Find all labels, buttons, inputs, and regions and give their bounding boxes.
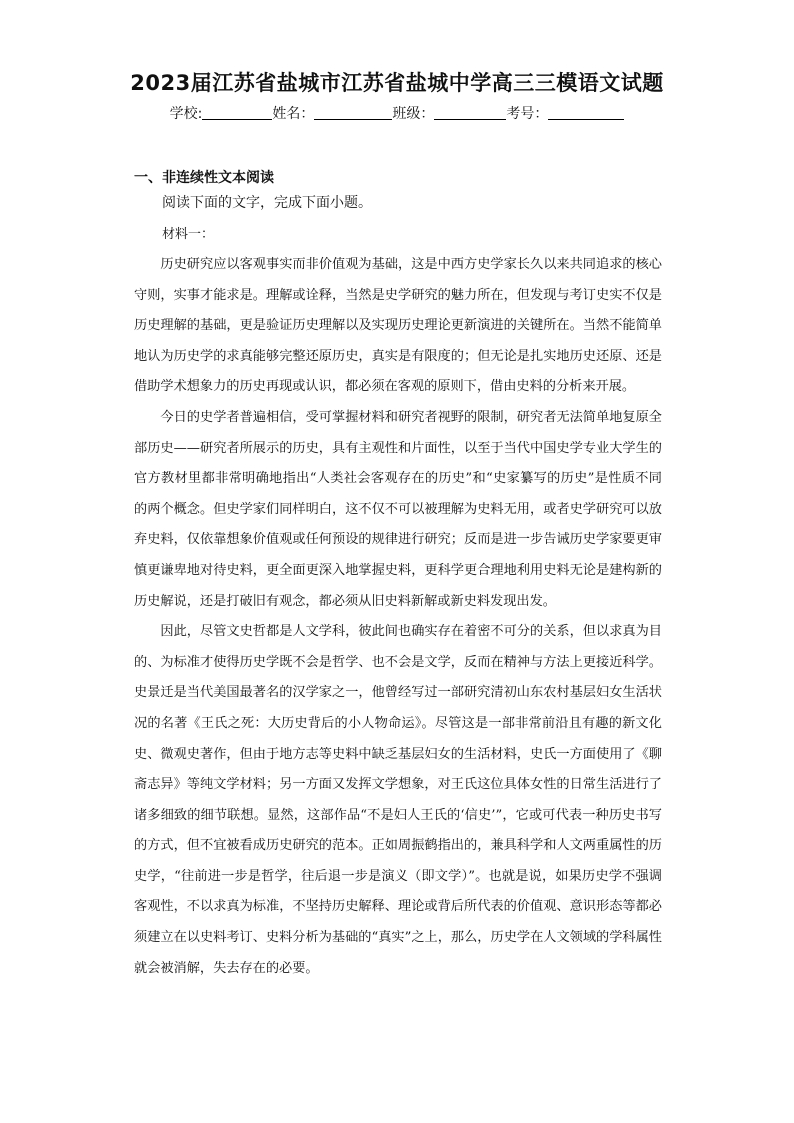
school-label: 学校: <box>169 106 203 122</box>
instruction-text: 阅读下面的文字，完成下面小题。 <box>162 195 372 211</box>
class-blank[interactable] <box>434 105 506 120</box>
section-heading: 一、非连续性文本阅读 <box>134 170 274 186</box>
paragraph-3: 因此，尽管文史哲都是人文学科，彼此间也确实存在着密不可分的关系，但以求真为目的、为标准才使得历史学既不会是哲学、也不会是文学，反而在精神与方法上更接近科学。史景迁是当代美国最著名的汉学家之一，他曾经写过一部研究清初山东农村基层妇女生活状况的名著《王氏之死：大历史背后的小人物命运》。尽管这是一部非常前沿且有趣的新文化史、微观史著作，但由于地方志等史料中缺乏基层妇女的生活材料，史氏一方面使用了《聊斋志异》等纯文学材料；另一方面又发挥文学想象，对王氏这位具体女性的日常生活进行了诸多细致的细节联想。显然，这部作品“不是妇人王氏的‘信史’”，它或可代表一种历史书写的方式，但不宜被看成历史研究的范本。正如周振鹤指出的，兼具科学和人文两重属性的历史学，“往前进一步是哲学，往后退一步是演义（即文学）”。也就是说，如果历史学不强调客观性，不以求真为标准，不坚持历史解释、理论或背后所代表的价值观、意识形态等都必须建立在以史料考订、史料分析为基础的“真实”之上，那么，历史学在人文领域的学科属性就会被消解，失去存在的必要。 <box>134 624 662 976</box>
material-label: 材料一： <box>162 227 215 242</box>
paragraph-2: 今日的史学者普遍相信，受可掌握材料和研究者视野的限制，研究者无法简单地复原全部历史——研究者所展示的历史，具有主观性和片面性，以至于当代中国史学专业大学生的官方教材里都非常明确地指出“人类社会客观存在的历史”和“史家纂写的历史”是性质不同的两个概念。但史学家们同样明白，这不仅不可以被理解为史料无用，或者史学研究可以放弃史料，仅依靠想象价值观或任何预设的规律进行研究；反而是进一步告诫历史学家要更审慎更谦卑地对待史料，更全面更深入地掌握史料，更科学更合理地利用史料无论是建构新的历史解说，还是打破旧有观念，都必须从旧史料新解或新史料发现出发。 <box>134 409 662 609</box>
name-blank[interactable] <box>314 105 392 120</box>
exam-title: 2023届江苏省盐城市江苏省盐城中学高三三模语文试题 <box>130 71 664 95</box>
student-info-line <box>0 103 794 123</box>
exam-number-label: 考号： <box>506 106 549 122</box>
exam-number-blank[interactable] <box>548 105 624 120</box>
name-label: 姓名： <box>272 106 315 122</box>
school-blank[interactable] <box>202 105 272 120</box>
paragraph-1: 历史研究应以客观事实而非价值观为基础，这是中西方史学家长久以来共同追求的核心守则，实事才能求是。理解或诠释，当然是史学研究的魅力所在，但发现与考订史实不仅是历史理解的基础，更是验证历史理解以及实现历史理论更新演进的关键所在。当然不能简单地认为历史学的求真能够完整还原历史，真实是有限度的；但无论是扎实地历史还原、还是借助学术想象力的历史再现或认识，都必须在客观的原则下，借由史料的分析来开展。 <box>134 257 662 395</box>
passage-body <box>134 250 662 984</box>
class-label: 班级： <box>392 106 435 122</box>
